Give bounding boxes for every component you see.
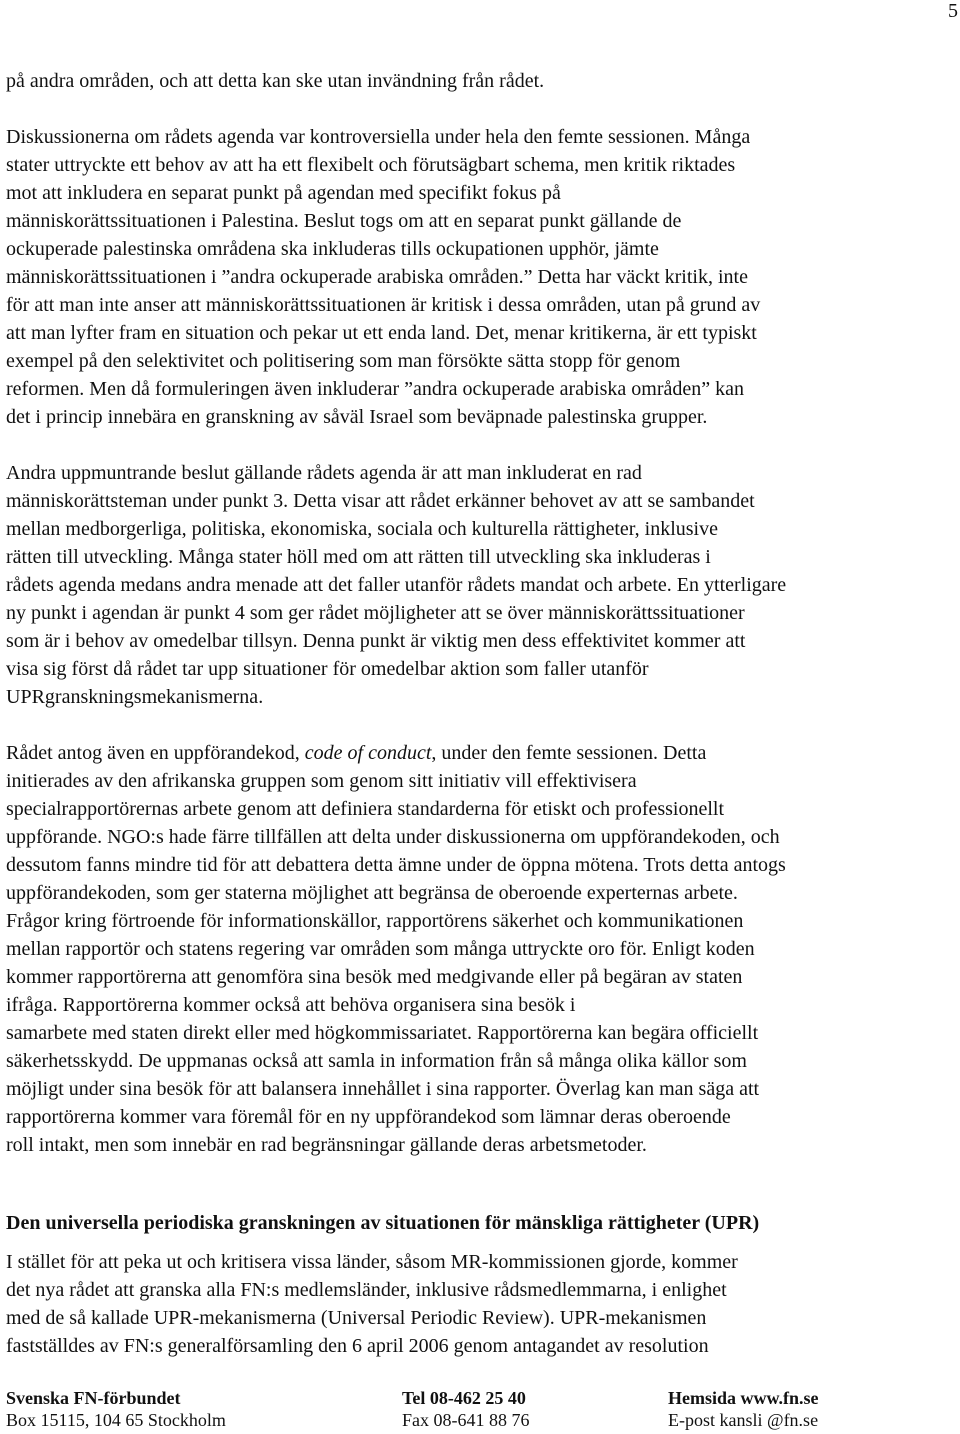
text-line: UPRgranskningsmekanismerna. xyxy=(6,686,264,708)
text-line: säkerhetsskydd. De uppmanas också att samla in information från så många olika källor som xyxy=(6,1050,747,1072)
footer-org-name: Svenska FN-förbundet xyxy=(6,1388,181,1408)
text-line: uppförandekoden, som ger staterna möjlighet att begränsa de oberoende experternas arbete. xyxy=(6,882,738,904)
text-line: roll intakt, men som innebär en rad begränsningar gällande deras arbetsmetoder. xyxy=(6,1134,647,1156)
text-line xyxy=(6,739,960,767)
text-line: uppförande. NGO:s hade färre tillfällen att delta under diskussionerna om uppförandekoden, och xyxy=(6,826,780,848)
footer-phone-block xyxy=(402,1387,530,1431)
text-line: reformen. Men då formuleringen även inkluderar ”andra ockuperade arabiska områden” kan xyxy=(6,378,744,400)
footer-website: Hemsida www.fn.se xyxy=(668,1388,819,1408)
footer-fax: Fax 08-641 88 76 xyxy=(402,1410,530,1430)
text-line: rådets agenda medans andra menade att det faller utanför rådets mandat och arbete. En ytterligare xyxy=(6,574,787,596)
text-line: ny punkt i agendan är punkt 4 som ger rådet möjligheter att se över människorättssituationer xyxy=(6,602,745,624)
text-line: fastställdes av FN:s generalförsamling den 6 april 2006 genom antagandet av resolution xyxy=(6,1335,709,1357)
footer-web-block xyxy=(668,1387,819,1431)
text-line: på andra områden, och att detta kan ske utan invändning från rådet. xyxy=(6,70,545,92)
text-line: det nya rådet att granska alla FN:s medlemsländer, inklusive rådsmedlemmarna, i enlighet xyxy=(6,1279,727,1301)
text-line: att man lyfter fram en situation och pekar ut ett enda land. Det, menar kritikerna, är ett typiskt xyxy=(6,322,757,344)
upr-section-text xyxy=(6,1248,960,1360)
text-line: Diskussionerna om rådets agenda var kontroversiella under hela den femte sessionen. Många xyxy=(6,126,751,148)
text-line: mot att inkludera en separat punkt på agendan med specifikt fokus på xyxy=(6,182,561,204)
text-line: initierades av den afrikanska gruppen som genom sitt initiativ vill effektivisera xyxy=(6,770,637,792)
text-line: för att man inte anser att människorättssituationen är kritisk i dessa områden, utan på grund av xyxy=(6,294,761,316)
text-line: exempel på den selektivitet och politisering som man försökte sätta stopp för genom xyxy=(6,350,681,372)
footer-tel: Tel 08-462 25 40 xyxy=(402,1388,526,1408)
text-line: ockuperade palestinska områdena ska inkluderas tills ockupationen upphör, jämte xyxy=(6,238,659,260)
text-line: kommer rapportörerna att genomföra sina besök med medgivande eller på begäran av staten xyxy=(6,966,743,988)
text-line: I stället för att peka ut och kritisera vissa länder, såsom MR-kommissionen gjorde, kommer xyxy=(6,1251,738,1273)
text-line: det i princip innebära en granskning av såväl Israel som beväpnade palestinska grupper. xyxy=(6,406,708,428)
text-line: möjligt under sina besök för att balansera innehållet i sina rapporter. Överlag kan man säga att xyxy=(6,1078,760,1100)
text-line: mellan medborgerliga, politiska, ekonomiska, sociala och kulturella rättigheter, inklusive xyxy=(6,518,718,540)
text-line: människorättsteman under punkt 3. Detta visar att rådet erkänner behovet av att se sambandet xyxy=(6,490,755,512)
text-line: människorättssituationen i Palestina. Beslut togs om att en separat punkt gällande de xyxy=(6,210,682,232)
text-segment: Rådet antog även en uppförandekod, xyxy=(6,742,305,764)
footer-org-block xyxy=(6,1387,226,1431)
text-line: rapportörerna kommer vara föremål för en ny uppförandekod som lämnar deras oberoende xyxy=(6,1106,731,1128)
paragraph-intro xyxy=(6,67,960,95)
paragraph-code-of-conduct xyxy=(6,739,960,1159)
text-segment: , under den femte sessionen. Detta xyxy=(431,742,707,764)
text-line: mellan rapportör och statens regering var områden som många uttryckte oro för. Enligt koden xyxy=(6,938,755,960)
page-number: 5 xyxy=(948,0,958,22)
text-line: stater uttryckte ett behov av att ha ett flexibelt och förutsägbart schema, men kritik riktades xyxy=(6,154,736,176)
text-line: ifråga. Rapportörerna kommer också att behöva organisera sina besök i xyxy=(6,994,576,1016)
footer-address: Box 15115, 104 65 Stockholm xyxy=(6,1410,226,1430)
paragraph-upr xyxy=(6,1248,960,1360)
section-heading-upr: Den universella periodiska granskningen av situationen för mänskliga rättigheter (UPR) xyxy=(6,1211,760,1234)
italic-term: code of conduct xyxy=(304,742,432,764)
paragraph-agenda-controversy xyxy=(6,123,960,431)
text-line: specialrapportörernas arbete genom att definiera standarderna för etiskt och professionellt xyxy=(6,798,725,820)
text-line: Frågor kring förtroende för informationskällor, rapportörens säkerhet och kommunikationen xyxy=(6,910,744,932)
text-line: som är i behov av omedelbar tillsyn. Denna punkt är viktig men dess effektivitet kommer att xyxy=(6,630,746,652)
paragraph-agenda-decisions xyxy=(6,459,960,711)
text-line: människorättssituationen i ”andra ockuperade arabiska områden.” Detta har väckt kritik, inte xyxy=(6,266,748,288)
text-line: rätten till utveckling. Många stater höll med om att rätten till utveckling ska inkluderas i xyxy=(6,546,711,568)
text-line: visa sig först då rådet tar upp situationer för omedelbar aktion som faller utanför xyxy=(6,658,649,680)
text-line: Andra uppmuntrande beslut gällande rådets agenda är att man inkluderat en rad xyxy=(6,462,642,484)
footer-email: E-post kansli @fn.se xyxy=(668,1410,819,1430)
text-line: samarbete med staten direkt eller med högkommissariatet. Rapportörerna kan begära officiellt xyxy=(6,1022,759,1044)
text-line: dessutom fanns mindre tid för att debattera detta ämne under de öppna mötena. Trots detta antogs xyxy=(6,854,786,876)
text-line: med de så kallade UPR-mekanismerna (Universal Periodic Review). UPR-mekanismen xyxy=(6,1307,707,1329)
body-text xyxy=(6,67,960,1159)
